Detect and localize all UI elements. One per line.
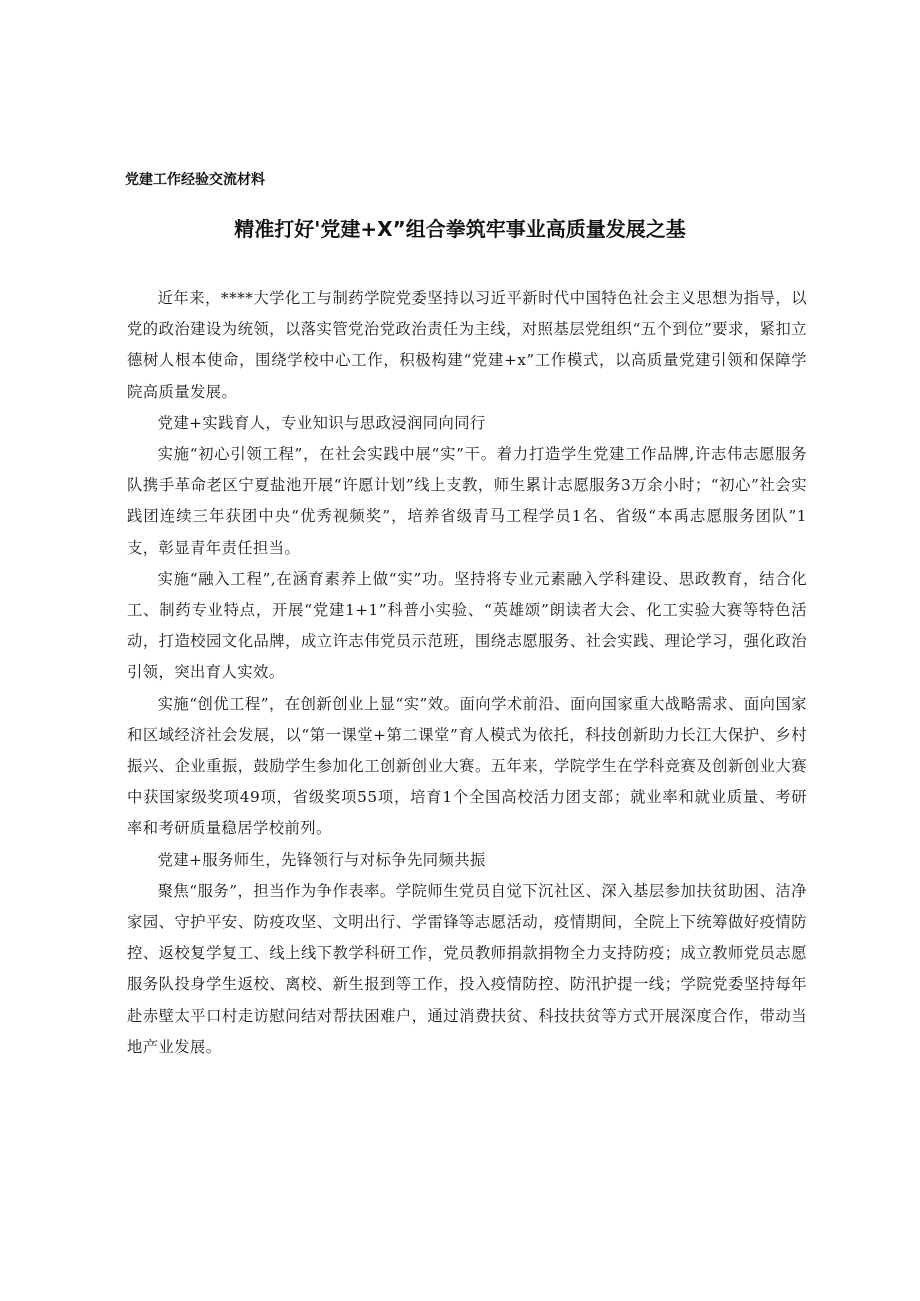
document-title: 精准打好'党建+X”组合拳筑牢事业高质量发展之基	[234, 217, 686, 241]
body-paragraph: 实施“创优工程”，在创新创业上显“实”效。面向学术前沿、面向国家重大战略需求、面向国家和区域经济社会发展，以“第一课堂+第二课堂”育人模式为依托，科技创新助力长江大保护、乡村振兴、企业重振，鼓励学生参加化工创新创业大赛。五年来，学院学生在学科竞赛及创新创业大赛中获国家级奖项49项，省级奖项55项，培育1个全国高校活力团支部；就业率和就业质量、考研率和考研质量稳居学校前列。	[127, 694, 807, 838]
section-heading: 党建+服务师生，先锋领行与对标争先同频共振	[157, 850, 486, 869]
document-label: 党建工作经验交流材料	[125, 172, 265, 188]
section-heading: 党建+实践育人，专业知识与思政浸润同向同行	[157, 413, 486, 432]
intro-paragraph: 近年来，****大学化工与制药学院党委坚持以习近平新时代中国特色社会主义思想为指导，以党的政治建设为统领，以落实管党治党政治责任为主线，对照基层党组织“五个到位”要求，紧扣立德树人根本使命，围绕学校中心工作，积极构建“党建+x”工作模式，以高质量党建引领和保障学院高质量发展。	[127, 289, 807, 401]
body-paragraph: 实施“初心引领工程”，在社会实践中展“实”干。着力打造学生党建工作品牌,许志伟志愿服务队携手革命老区宁夏盐池开展“许愿计划”线上支教，师生累计志愿服务3万余小时；“初心”社会实践团连续三年获团中央“优秀视频奖”，培养省级青马工程学员1名、省级“本禹志愿服务团队”1支，彰显青年责任担当。	[127, 445, 807, 557]
body-paragraph: 聚焦“服务”，担当作为争作表率。学院师生党员自觉下沉社区、深入基层参加扶贫助困、洁净家园、守护平安、防疫攻坚、文明出行、学雷锋等志愿活动，疫情期间，全院上下统筹做好疫情防控、返校复学复工、线上线下教学科研工作，党员教师捐款捐物全力支持防疫；成立教师党员志愿服务队投身学生返校、离校、新生报到等工作，投入疫情防控、防汛护提一线；学院党委坚持每年赴赤壁太平口村走访慰问结对帮扶困难户，通过消费扶贫、科技扶贫等方式开展深度合作，带动当地产业发展。	[127, 881, 807, 1056]
body-paragraph: 实施“融入工程”,在涵育素养上做“实”功。坚持将专业元素融入学科建设、思政教育，结合化工、制药专业特点，开展“党建1+1”科普小实验、“英雄颂”朗读者大会、化工实验大赛等特色活动，打造校园文化品牌，成立许志伟党员示范班，围绕志愿服务、社会实践、理论学习，强化政治引领，突出育人实效。	[127, 569, 807, 682]
document-body	[127, 283, 807, 1063]
